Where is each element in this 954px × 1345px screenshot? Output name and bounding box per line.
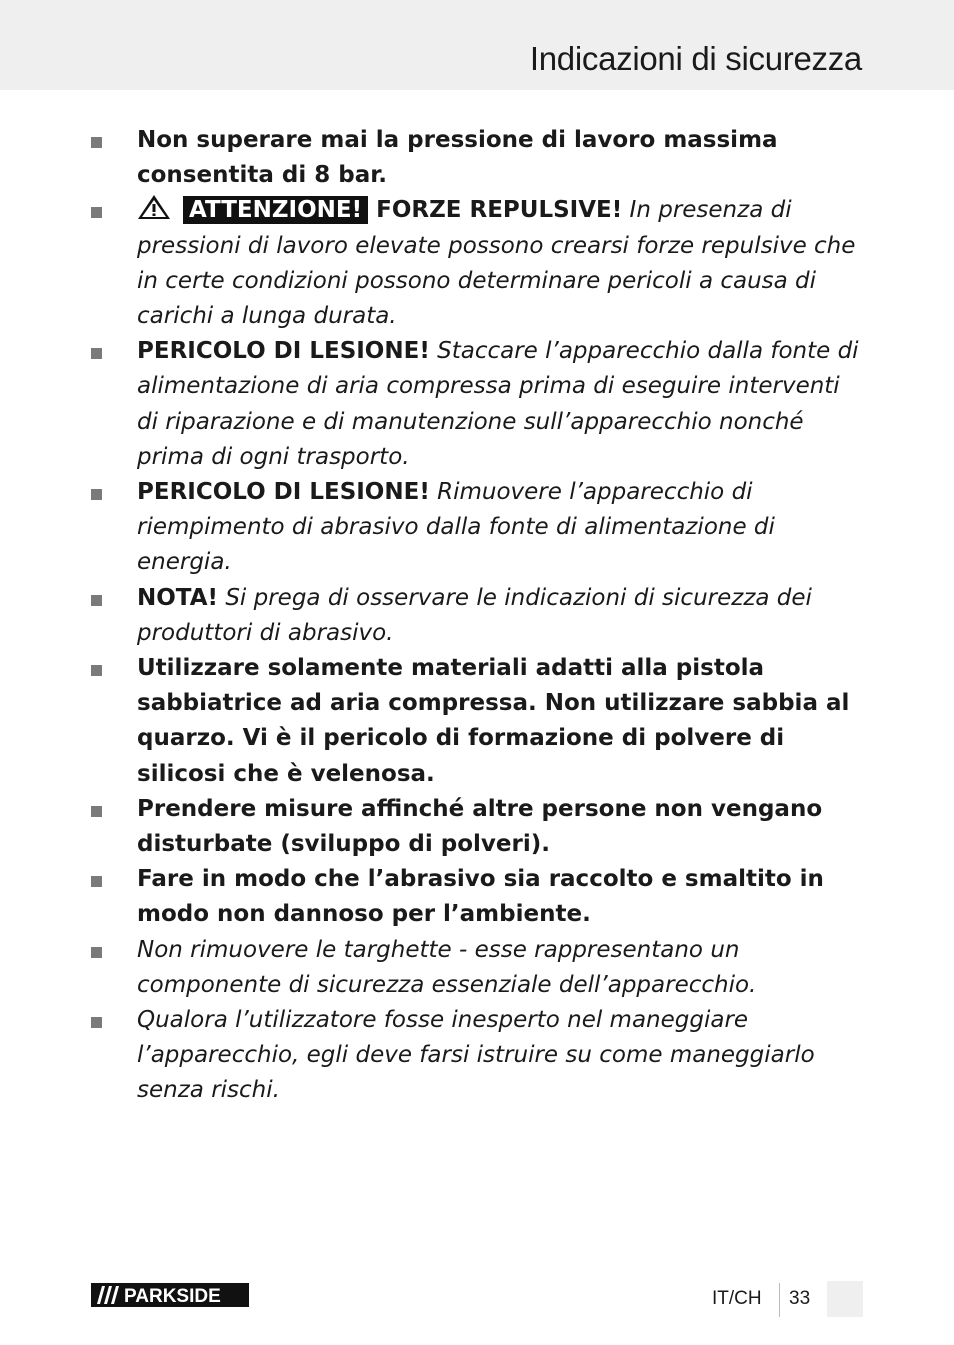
list-item bbox=[137, 193, 859, 334]
list-item bbox=[137, 334, 859, 475]
bullet-square bbox=[91, 806, 102, 817]
item-bold-text: PERICOLO DI LESIONE! bbox=[137, 338, 430, 365]
item-italic-text: Si prega di osservare le indicazioni di sicurezza dei produttori di abrasivo. bbox=[137, 584, 812, 646]
item-bold-text: NOTA! bbox=[137, 584, 218, 611]
bullet-square bbox=[91, 489, 102, 500]
bullet-square bbox=[91, 1017, 102, 1028]
list-item bbox=[137, 933, 859, 1003]
item-bold-text: Utilizzare solamente materiali adatti alla pistola sabbiatrice ad aria compressa. Non utilizzare sabbia al quarzo. Vi è il pericolo di formazione di polvere di silicosi che è velenosa. bbox=[137, 655, 850, 787]
bullet-square bbox=[91, 595, 102, 606]
parkside-logo bbox=[91, 1283, 249, 1307]
item-italic-text: In presenza di pressioni di lavoro elevate possono crearsi forze repulsive che in certe condizioni possono determinare pericoli a causa di carichi a lunga durata. bbox=[137, 197, 856, 330]
item-italic-text: Rimuovere l’apparecchio di riempimento di abrasivo dalla fonte di alimentazione di energia. bbox=[137, 479, 775, 576]
bullet-square bbox=[91, 137, 102, 148]
bullet-square bbox=[91, 348, 102, 359]
item-bold-text: FORZE REPULSIVE! bbox=[376, 197, 623, 224]
footer-language: IT/CH bbox=[712, 1288, 762, 1309]
item-bold-text: Prendere misure affinché altre persone non vengano disturbate (sviluppo di polveri). bbox=[137, 795, 823, 858]
bullet-square bbox=[91, 947, 102, 958]
item-italic-text: Staccare l’apparecchio dalla fonte di alimentazione di aria compressa prima di eseguire interventi di riparazione e di manutenzione sull’apparecchio nonché prima di ogni trasporto. bbox=[137, 338, 859, 470]
footer-tab-box bbox=[827, 1281, 863, 1317]
bullet-square bbox=[91, 876, 102, 887]
bullet-square bbox=[91, 207, 102, 218]
parkside-logo-text: PARKSIDE bbox=[124, 1286, 221, 1307]
item-italic-text: Qualora l’utilizzatore fosse inesperto nel maneggiare l’apparecchio, egli deve farsi istruire su come maneggiarlo senza rischi. bbox=[137, 1007, 815, 1104]
item-bold-text: Non superare mai la pressione di lavoro massima consentita di 8 bar. bbox=[137, 127, 778, 189]
item-bold-text: PERICOLO DI LESIONE! bbox=[137, 479, 430, 506]
attention-badge: ATTENZIONE! bbox=[183, 196, 368, 224]
page-title: Indicazioni di sicurezza bbox=[529, 40, 862, 77]
list-item bbox=[137, 123, 859, 193]
list-item bbox=[137, 475, 859, 581]
list-item bbox=[137, 651, 859, 792]
list-item bbox=[137, 1003, 859, 1109]
footer-divider bbox=[779, 1283, 780, 1317]
safety-list bbox=[0, 123, 954, 1109]
item-bold-text: Fare in modo che l’abrasivo sia raccolto e smaltito in modo non dannoso per l’ambiente. bbox=[137, 866, 824, 928]
item-italic-text: Non rimuovere le targhette - esse rappresentano un componente di sicurezza essenziale dell’apparecchio. bbox=[137, 936, 757, 998]
list-item bbox=[137, 862, 859, 932]
list-item bbox=[137, 792, 859, 862]
list-item bbox=[137, 581, 859, 651]
bullet-square bbox=[91, 665, 102, 676]
warning-triangle-icon bbox=[137, 194, 171, 220]
page-number: 33 bbox=[789, 1288, 811, 1309]
